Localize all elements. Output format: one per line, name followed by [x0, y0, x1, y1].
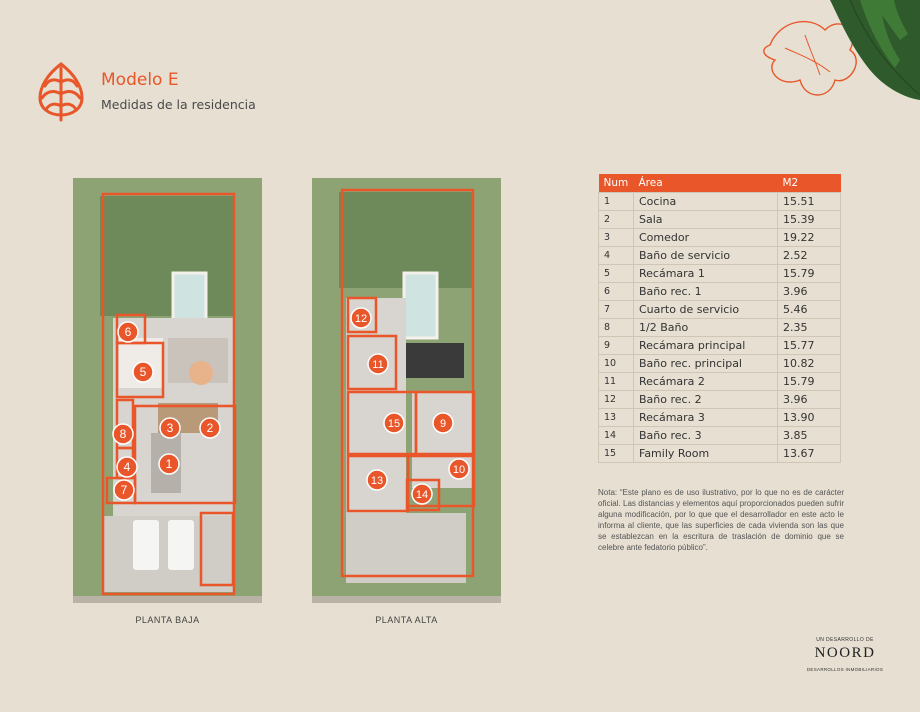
room-label-5: 5 [139, 365, 147, 379]
room-label-4: 4 [123, 460, 131, 474]
table-row: 1 Cocina 15.51 [599, 193, 841, 211]
room-label-12: 12 [354, 313, 368, 325]
room-label-11: 11 [372, 359, 384, 371]
table-row: 11 Recámara 2 15.79 [599, 373, 841, 391]
room-label-6: 6 [124, 325, 132, 339]
table-row: 9 Recámara principal 15.77 [599, 337, 841, 355]
room-label-10: 10 [452, 464, 466, 476]
page-subtitle: Medidas de la residencia [101, 97, 256, 112]
page-title: Modelo E [101, 70, 179, 90]
brand-tagline-top: UN DESARROLLO DE [816, 637, 874, 643]
table-row: 15 Family Room 13.67 [599, 445, 841, 463]
room-label-7: 7 [120, 483, 128, 497]
table-header-row [599, 174, 841, 193]
room-label-13: 13 [370, 475, 384, 487]
col-num: Num [599, 174, 634, 193]
room-label-2: 2 [206, 421, 214, 435]
room-label-1: 1 [165, 457, 173, 471]
table-row: 12 Baño rec. 2 3.96 [599, 391, 841, 409]
room-label-15: 15 [387, 418, 401, 430]
table-row: 10 Baño rec. principal 10.82 [599, 355, 841, 373]
monstera-leaf-icon [750, 0, 920, 112]
table-row: 14 Baño rec. 3 3.85 [599, 427, 841, 445]
room-label-3: 3 [166, 421, 174, 435]
table-row: 5 Recámara 1 15.79 [599, 265, 841, 283]
table-row: 4 Baño de servicio 2.52 [599, 247, 841, 265]
seed-pod-logo-icon [34, 60, 88, 122]
col-area: Área [634, 174, 778, 193]
areas-table [598, 174, 841, 463]
table-row: 2 Sala 15.39 [599, 211, 841, 229]
brand-tagline-bottom: DESARROLLOS INMOBILIARIOS [806, 667, 884, 672]
table-row: 8 1/2 Baño 2.35 [599, 319, 841, 337]
room-label-9: 9 [439, 418, 447, 430]
table-row: 6 Baño rec. 1 3.96 [599, 283, 841, 301]
plan-label-planta-alta: PLANTA ALTA [375, 615, 438, 625]
floor-plan-planta-alta [312, 178, 501, 603]
plan-label-planta-baja: PLANTA BAJA [135, 615, 200, 625]
table-row: 7 Cuarto de servicio 5.46 [599, 301, 841, 319]
col-m2: M2 [778, 174, 841, 193]
brand-logo-text: NOORD [814, 645, 876, 661]
floor-plan-planta-baja [73, 178, 262, 603]
table-row: 13 Recámara 3 13.90 [599, 409, 841, 427]
table-row: 3 Comedor 19.22 [599, 229, 841, 247]
room-label-8: 8 [119, 427, 127, 441]
room-label-14: 14 [415, 489, 429, 501]
disclaimer-note: Nota: “Este plano es de uso ilustrativo, por lo que no es de carácter oficial. Las distancias y elementos aquí proporcionados pueden sufrir alguna modificación, por lo que que el desarrollador en este acto le informa al cliente, que las superficies de cada vivienda son las que se establezcan en la escritura de traslación de dominio que se celebre ante fedatorio público”. [598, 488, 844, 552]
